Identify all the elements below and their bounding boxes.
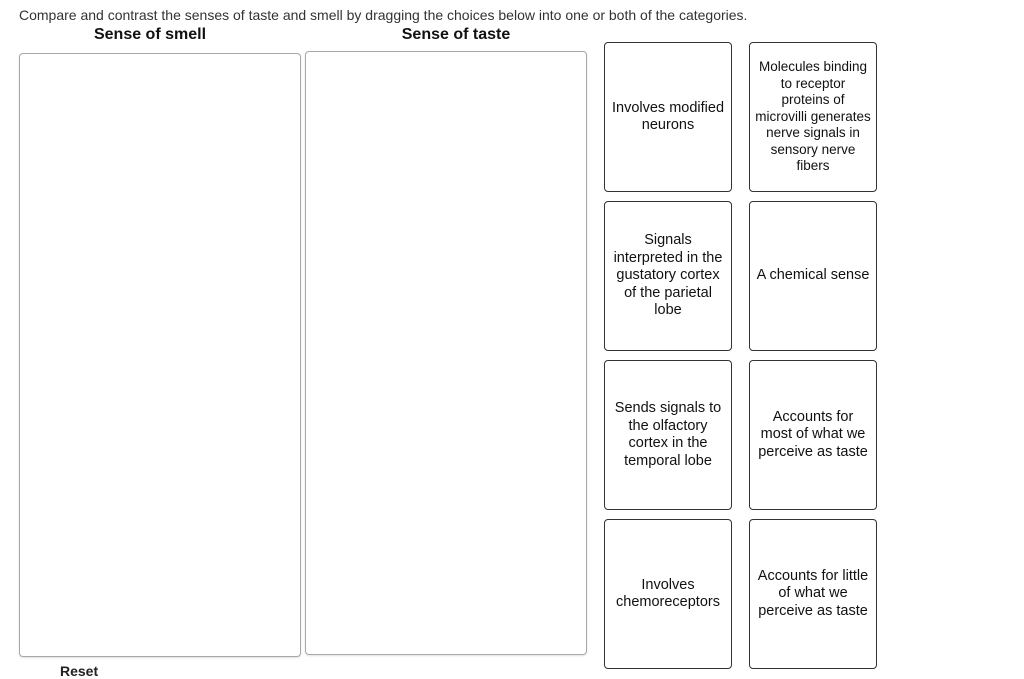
instructions-text: Compare and contrast the senses of taste and smell by dragging the choices below into one or both of the categories. [19, 7, 748, 23]
choice-label: Sends signals to the olfactory cortex in the temporal lobe [614, 400, 722, 469]
choice-label: Accounts for little of what we perceive as taste [757, 567, 869, 619]
sense-of-taste-drop-zone[interactable] [305, 51, 587, 655]
reset-button[interactable]: Reset [60, 663, 99, 679]
sense-of-smell-drop-zone[interactable] [19, 53, 301, 657]
choice-label: Accounts for most of what we perceive as taste [758, 408, 868, 460]
choice-card-olfactory-cortex[interactable] [604, 360, 732, 510]
choice-label: Involves chemoreceptors [616, 576, 720, 610]
choice-card-chemical-sense[interactable] [749, 201, 877, 351]
choice-card-gustatory-cortex[interactable] [604, 201, 732, 351]
choice-card-chemoreceptors[interactable] [604, 519, 732, 669]
sense-of-smell-header: Sense of smell [93, 26, 207, 43]
choice-card-modified-neurons[interactable] [604, 42, 732, 192]
choice-label: A chemical sense [756, 267, 870, 284]
choice-card-most-of-taste[interactable] [749, 360, 877, 510]
choice-card-microvilli-receptors[interactable] [749, 42, 877, 192]
sense-of-taste-header: Sense of taste [401, 26, 511, 43]
choice-label: Involves modified neurons [611, 99, 725, 133]
choice-card-little-of-taste[interactable] [749, 519, 877, 669]
choice-label: Signals interpreted in the gustatory cortex of the parietal lobe [613, 232, 723, 319]
choice-label: Molecules binding to receptor proteins of microvilli generates nerve signals in sensory nerve fibers [755, 59, 871, 174]
